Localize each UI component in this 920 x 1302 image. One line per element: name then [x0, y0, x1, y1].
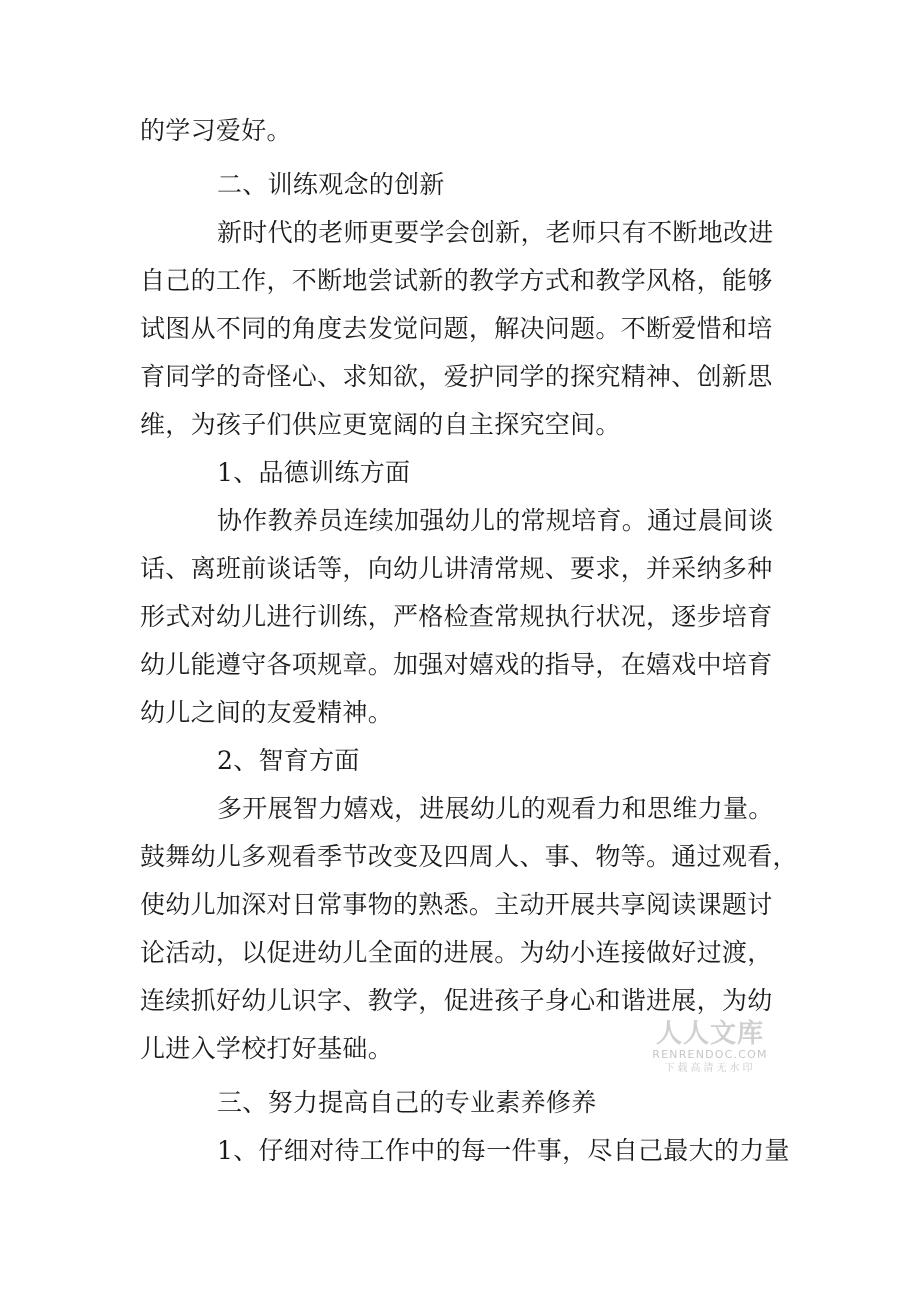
text-line: 维，为孩子们供应更宽阔的自主探究空间。: [140, 410, 621, 439]
text-line: 协作教养员连续加强幼儿的常规培育。通过晨间谈: [217, 506, 774, 535]
text-line: 鼓舞幼儿多观看季节改变及四周人、事、物等。通过观看，: [140, 842, 798, 871]
text-line: 试图从不同的角度去发觉问题，解决问题。不断爱惜和培: [140, 314, 773, 343]
text-line: 幼儿之间的友爱精神。: [140, 698, 394, 727]
text-line: 新时代的老师更要学会创新，老师只有不断地改进: [217, 218, 774, 247]
watermark-title: 人人文库: [655, 1019, 764, 1049]
text-line: 话、离班前谈话等，向幼儿讲清常规、要求，并采纳多种: [140, 554, 773, 583]
section-heading: 三、努力提高自己的专业素养修养: [217, 1088, 597, 1117]
watermark-subtitle: 下载高清无水印: [664, 1063, 756, 1074]
subsection-heading: 2、智育方面: [217, 746, 360, 775]
text-line: 使幼儿加深对日常事物的熟悉。主动开展共享阅读课题讨: [140, 890, 773, 919]
text-line: 形式对幼儿进行训练，严格检查常规执行状况，逐步培育: [140, 602, 773, 631]
subsection-heading: 1、品德训练方面: [217, 458, 411, 487]
text-line: 的学习爱好。: [140, 116, 292, 145]
text-line: 多开展智力嬉戏，进展幼儿的观看力和思维力量。: [217, 794, 774, 823]
text-line: 论活动，以促进幼儿全面的进展。为幼小连接做好过渡，: [140, 938, 773, 967]
text-line: 幼儿能遵守各项规章。加强对嬉戏的指导，在嬉戏中培育: [140, 650, 773, 679]
section-heading: 二、训练观念的创新: [217, 170, 445, 199]
text-line: 育同学的奇怪心、求知欲，爱护同学的探究精神、创新思: [140, 362, 773, 391]
text-line: 儿进入学校打好基础。: [140, 1034, 394, 1063]
text-line: 连续抓好幼儿识字、教学，促进孩子身心和谐进展，为幼: [140, 986, 773, 1015]
watermark-logo: [640, 1020, 780, 1080]
text-line: 自己的工作，不断地尝试新的教学方式和教学风格，能够: [140, 266, 773, 295]
watermark-domain: RENRENDOC.COM: [652, 1048, 768, 1061]
text-line: 1、仔细对待工作中的每一件事，尽自己最大的力量: [217, 1136, 790, 1165]
